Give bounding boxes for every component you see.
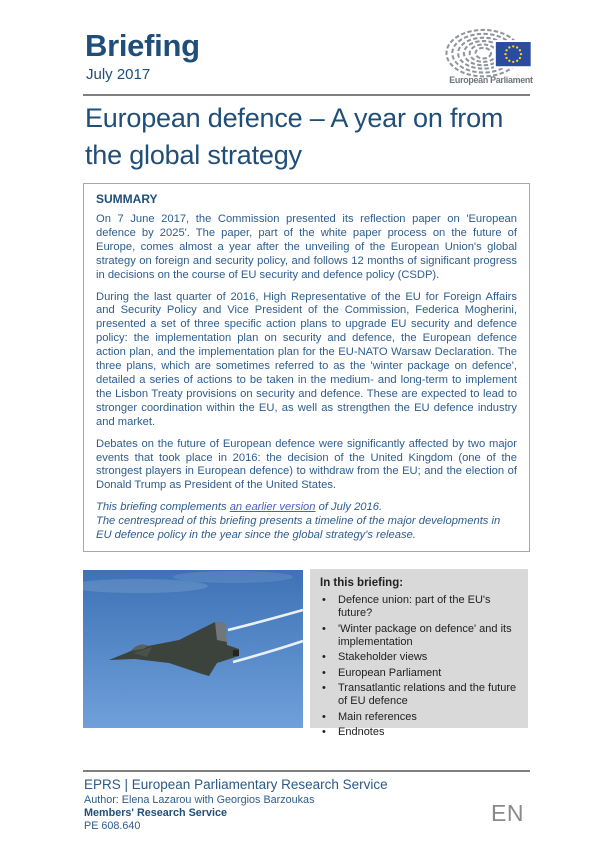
logo-caption: European Parliament	[449, 75, 533, 86]
summary-heading: SUMMARY	[96, 192, 158, 206]
summary-paragraph: On 7 June 2017, the Commission presented its reflection paper on 'European defence by 2025'. The paper, part of the white paper process on the future of Europe, comes almost a year after the unveiling of the European Union's global strategy on foreign and security policy, and follows 12 months of significant progress in decisions on the course of EU security and defence policy (CSDP).	[96, 213, 517, 281]
list-item-label: Main references	[338, 710, 417, 723]
bullet-icon: •	[322, 622, 326, 635]
footer-author: Author: Elena Lazarou with Georgios Barzoukas	[84, 794, 315, 806]
bullet-icon: •	[322, 682, 326, 694]
list-item-label: 'Winter package on defence' and its implementation	[338, 622, 512, 648]
earlier-version-link[interactable]: an earlier version	[229, 501, 316, 514]
note-prefix: This briefing complements	[96, 501, 230, 514]
fighter-jet-illustration	[83, 570, 303, 728]
bullet-icon: •	[322, 710, 326, 723]
list-item	[320, 651, 520, 664]
summary-note	[96, 501, 517, 515]
note-suffix: of July 2016.	[315, 501, 383, 514]
bullet-icon: •	[322, 666, 326, 679]
list-item	[320, 726, 520, 739]
footer-service-name: EPRS | European Parliamentary Research Service	[84, 777, 388, 792]
document-date: July 2017	[86, 66, 151, 83]
list-item-label: Endnotes	[338, 726, 385, 738]
footer-document-number: PE 608.640	[84, 820, 141, 832]
document-type-heading: Briefing	[85, 28, 200, 63]
list-item-label: Defence union: part of the EU's future?	[338, 594, 491, 619]
summary-paragraph: During the last quarter of 2016, High Representative of the EU for Foreign Affairs and Security Policy and Vice President of the Commission, Federica Mogherini, presented a set of three specific action plans to upgrade EU security and defence policy: the implementation plan on security and defence, the European defence action plan, and the implementation plan for the EU-NATO Warsaw Declaration. The three plans, which are sometimes referred to as the 'winter package on defence', detailed a series of actions to be taken in the medium- and long-term to implement the Lisbon Treaty provisions on security and defence. These are expected to lead to stronger coordination within the EU, as well as strengthen the EU defence industry and market.	[96, 290, 517, 428]
european-parliament-logo	[444, 28, 538, 88]
list-item	[320, 594, 520, 620]
list-item	[320, 623, 520, 649]
list-item-label: European Parliament	[338, 666, 442, 679]
summary-paragraph: Debates on the future of European defence were significantly affected by two major events that took place in 2016: the decision of the United Kingdom (one of the strongest players in European defence) to withdraw from the EU; and the election of Donald Trump as President of the United States.	[96, 437, 517, 492]
cloud-wisp	[173, 571, 293, 583]
list-item	[320, 667, 520, 680]
cover-image-fighter-jet	[83, 570, 303, 728]
summary-box	[83, 183, 530, 552]
list-item	[320, 711, 520, 724]
page-title-line2: the global strategy	[85, 140, 302, 170]
footer-divider	[83, 770, 530, 772]
header-divider	[83, 94, 530, 96]
in-this-briefing-list	[320, 594, 520, 739]
bullet-icon: •	[322, 726, 326, 738]
language-badge: EN	[491, 800, 524, 826]
in-this-briefing-box	[310, 569, 528, 738]
in-this-briefing-heading: In this briefing:	[320, 577, 404, 589]
jet-exhaust	[233, 650, 239, 656]
footer-unit: Members' Research Service	[84, 807, 228, 819]
bullet-icon: •	[322, 594, 326, 606]
parliament-hemicycle-icon	[444, 28, 538, 88]
list-item	[320, 682, 520, 708]
bullet-icon: •	[322, 651, 326, 663]
list-item-label: Stakeholder views	[338, 651, 428, 663]
summary-note: The centrespread of this briefing presents a timeline of the major developments in EU defence policy in the year since the global strategy's release.	[96, 515, 501, 542]
list-item-label: Transatlantic relations and the future of EU defence	[338, 682, 517, 707]
page-title-line1: European defence – A year on from	[85, 103, 504, 133]
cloud-wisp	[68, 579, 208, 593]
page-title	[85, 100, 503, 174]
